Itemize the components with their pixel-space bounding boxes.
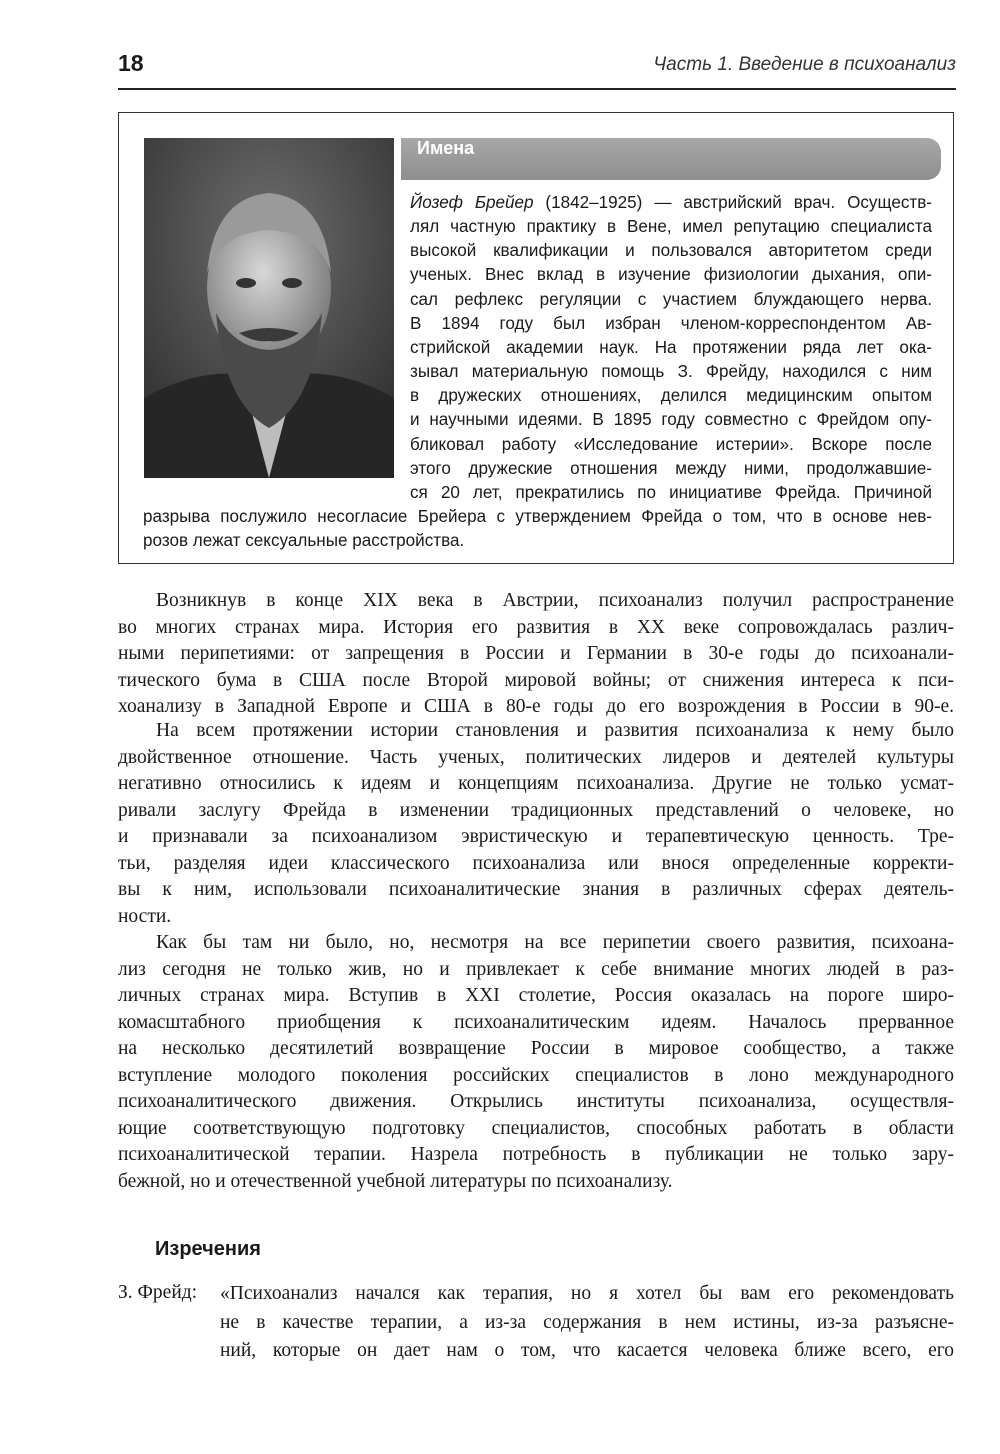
- names-text: [119, 191, 955, 561]
- names-line: сал рефлекс регуляции с участием блуждающего нерва.: [410, 289, 932, 309]
- paragraph-3: [118, 930, 954, 1195]
- text-line: ными перипетиями: от запрещения в России и Германии в 30-е годы до психоанали-: [118, 643, 954, 664]
- quote-line: «Психоанализ начался как терапия, но я хотел бы вам его рекомендовать: [220, 1283, 954, 1304]
- names-line: этого дружеские отношения между ними, продолжавшие-: [410, 458, 932, 478]
- text-line: и признавали за психоанализом эвристическую и терапевтическую ценность. Тре-: [118, 826, 954, 847]
- text-line: На всем протяжении истории становления и развития психоанализа к нему было: [156, 720, 954, 741]
- paragraph-1: [118, 588, 954, 721]
- text-line: двойственное отношение. Часть ученых, политических лидеров и деятелей культуры: [118, 746, 954, 768]
- text-line: ющие соответствующую подготовку специалистов, способных работать в области: [118, 1117, 954, 1139]
- paragraph-2: [118, 718, 954, 930]
- text-line: Возникнув в конце XIX века в Австрии, психоанализ получил распространение: [156, 590, 954, 611]
- names-line: высокой квалификации и пользовался авторитетом среди: [410, 241, 932, 261]
- text-line: ривали заслугу Фрейда в изменении традиционных представлений о человеке, но: [118, 799, 954, 821]
- text-line: вступление молодого поколения российских специалистов в лоно международного: [118, 1064, 954, 1086]
- names-line: разрыва послужило несогласие Брейера с утверждением Фрейда о том, что в основе нев-: [143, 506, 932, 526]
- text-line: психоаналитического движения. Открылись институты психоанализа, осуществля-: [118, 1091, 954, 1112]
- names-line: стрийской академии наук. На протяжении ряда лет ока-: [410, 337, 932, 357]
- quote-line: ний, которые он дает нам о том, что касается человека ближе всего, его: [220, 1340, 954, 1361]
- quote-line: не в качестве терапии, а из-за содержания в нем истины, из-за разъясне-: [220, 1311, 954, 1333]
- quote-author: З. Фрейд:: [118, 1282, 198, 1303]
- text-line: бежной, но и отечественной учебной литературы по психоанализу.: [118, 1170, 673, 1192]
- names-line: бликовал работу «Исследование истерии». Вскоре после: [410, 434, 932, 454]
- names-line-rest: (1842–1925) — австрийский врач. Осуществ-: [533, 193, 932, 212]
- text-line: лиз сегодня не только жив, но и привлекает к себе внимание многих людей в раз-: [118, 958, 954, 980]
- text-line: вы к ним, использовали психоаналитические знания в различных сферах деятель-: [118, 879, 954, 900]
- text-line: психоаналитической терапии. Назрела потребность в публикации не только зару-: [118, 1144, 954, 1165]
- text-line: комасштабного приобщения к психоаналитическим идеям. Началось прерванное: [118, 1011, 954, 1033]
- names-line: ученых. Внес вклад в изучение физиологии дыхания, опи-: [410, 265, 932, 285]
- text-line: негативно относились к идеям и концепциям психоанализа. Другие не только усмат-: [118, 773, 954, 794]
- quote-text: [220, 1280, 954, 1366]
- names-line: розов лежат сексуальные расстройства.: [143, 531, 465, 551]
- text-line: хоанализу в Западной Европе и США в 80-е годы до его возрождения в России в 90-е.: [118, 696, 954, 717]
- names-line: В 1894 году был избран членом-корреспондентом Ав-: [410, 313, 932, 333]
- sayings-title: Изречения: [155, 1238, 261, 1260]
- names-line: и научными идеями. В 1895 году совместно с Фрейдом опу-: [410, 410, 932, 430]
- text-line: тьи, разделяя идеи классического психоанализа или внося определенные корректи-: [118, 852, 954, 874]
- text-line: ности.: [118, 905, 172, 927]
- header-rule: [118, 88, 956, 90]
- names-line: лял частную практику в Вене, имел репутацию специалиста: [410, 217, 932, 237]
- text-line: тического бума в США после Второй мировой войны; от снижения интереса к пси-: [118, 669, 954, 691]
- names-header: Имена: [401, 138, 941, 180]
- text-line: личных странах мира. Вступив в XXI столетие, Россия оказалась на пороге широ-: [118, 985, 954, 1006]
- names-line: ся 20 лет, прекратились по инициативе Фрейда. Причиной: [410, 482, 932, 502]
- names-line: в дружеских отношениях, делился медицинским опытом: [410, 386, 932, 406]
- names-box: [118, 112, 954, 564]
- running-title: Часть 1. Введение в психоанализ: [653, 54, 956, 75]
- text-line: Как бы там ни было, но, несмотря на все перипетии своего развития, психоана-: [156, 932, 954, 953]
- names-line: зывал материальную помощь З. Фрейду, находился с ним: [410, 362, 932, 382]
- text-line: во многих странах мира. История его развития в XX веке сопровождалась различ-: [118, 616, 954, 638]
- names-line: [410, 191, 932, 215]
- page-number: 18: [118, 50, 144, 76]
- person-name: Йозеф Брейер: [410, 193, 534, 212]
- text-line: на несколько десятилетий возвращение России в мировое сообщество, а также: [118, 1038, 954, 1059]
